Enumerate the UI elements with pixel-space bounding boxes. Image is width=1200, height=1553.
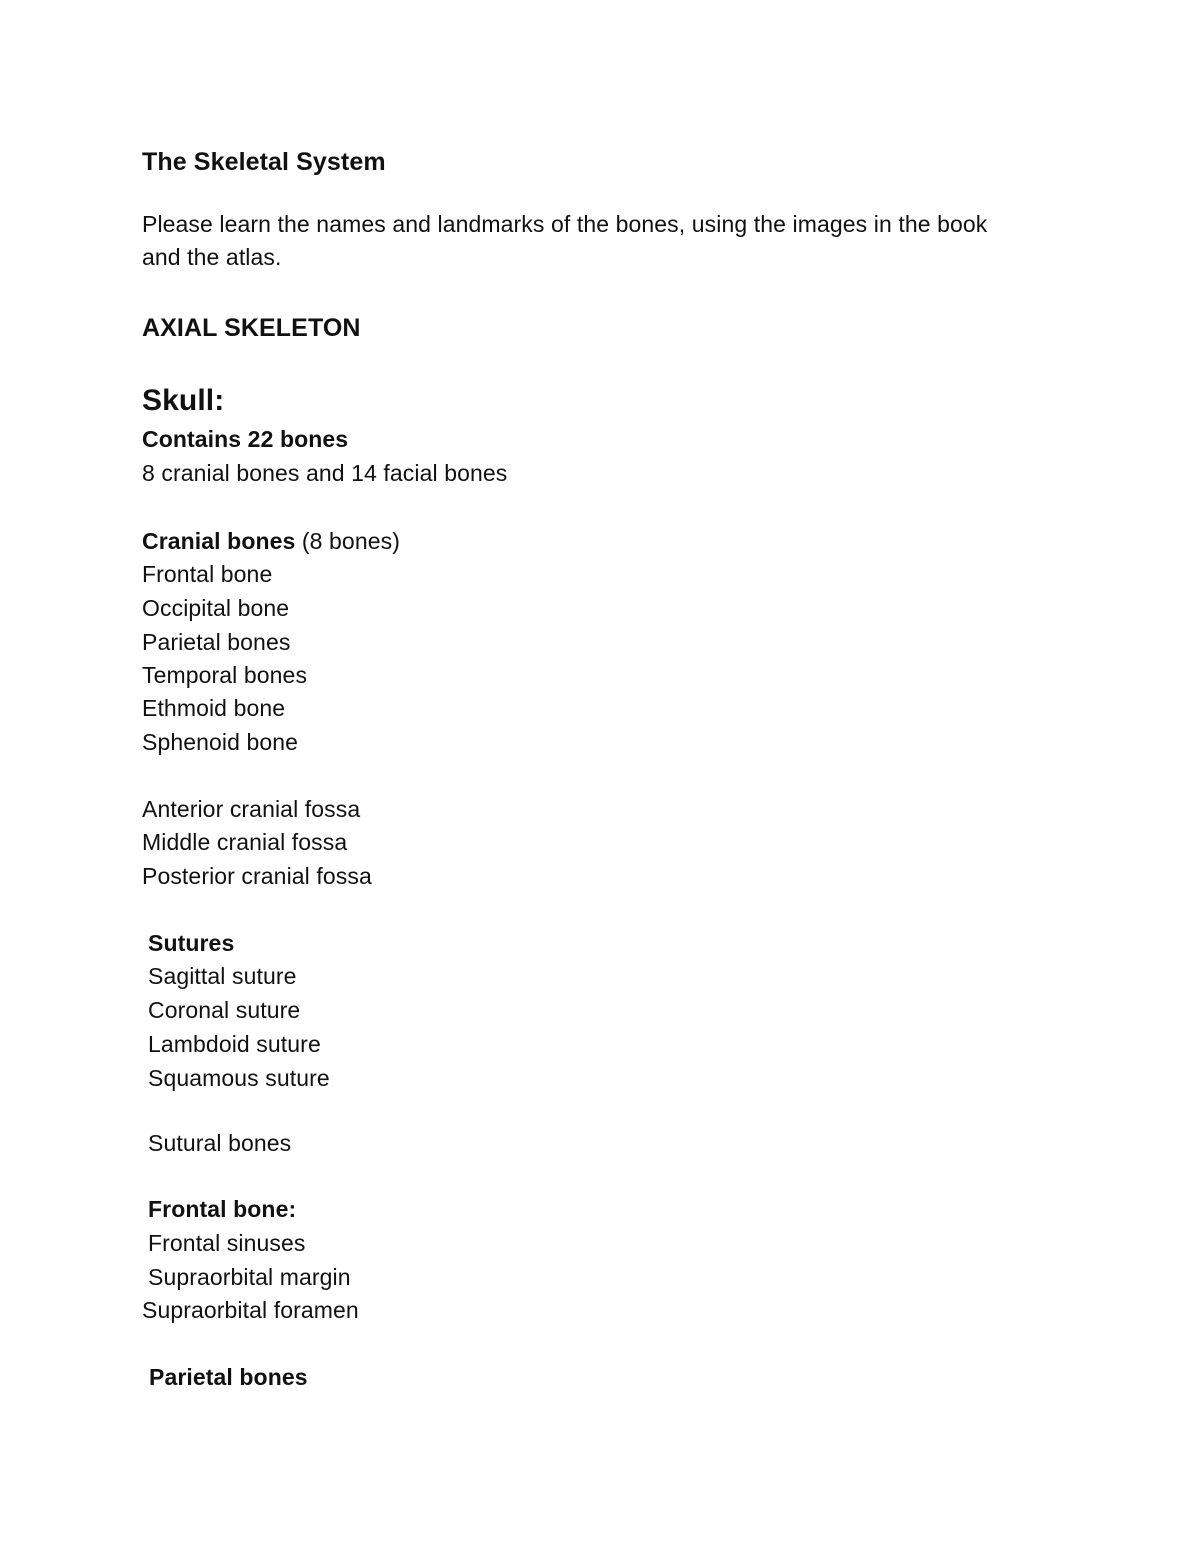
- frontal-bone-heading: Frontal bone:: [148, 1196, 297, 1222]
- list-item: Frontal sinuses: [148, 1230, 306, 1256]
- intro-line-1: Please learn the names and landmarks of the bones, using the images in the book: [142, 211, 988, 237]
- cranial-heading-count: (8 bones): [295, 528, 400, 554]
- list-item: Sphenoid bone: [142, 729, 299, 755]
- parietal-bones-heading: Parietal bones: [149, 1364, 308, 1390]
- skull-count: Contains 22 bones: [142, 426, 349, 452]
- list-item: Supraorbital margin: [148, 1264, 351, 1290]
- skull-heading: Skull:: [142, 384, 225, 417]
- list-item: Parietal bones: [142, 629, 291, 655]
- list-item: Ethmoid bone: [142, 695, 286, 721]
- list-item: Sagittal suture: [148, 963, 297, 989]
- list-item: Middle cranial fossa: [142, 829, 348, 855]
- list-item: Lambdoid suture: [148, 1031, 321, 1057]
- section-heading-axial: AXIAL SKELETON: [142, 314, 361, 342]
- document-title: The Skeletal System: [142, 148, 386, 176]
- sutural-bones: Sutural bones: [148, 1130, 292, 1156]
- list-item: Occipital bone: [142, 595, 290, 621]
- sutures-heading: Sutures: [148, 930, 235, 956]
- list-item: Temporal bones: [142, 662, 308, 688]
- list-item: Supraorbital foramen: [142, 1297, 359, 1323]
- cranial-heading-label: Cranial bones: [142, 528, 296, 554]
- list-item: Frontal bone: [142, 561, 273, 587]
- list-item: Squamous suture: [148, 1065, 330, 1091]
- intro-line-2: and the atlas.: [142, 244, 282, 270]
- cranial-heading: [142, 530, 400, 553]
- skull-breakdown: 8 cranial bones and 14 facial bones: [142, 460, 508, 486]
- list-item: Posterior cranial fossa: [142, 863, 372, 889]
- list-item: Anterior cranial fossa: [142, 796, 361, 822]
- list-item: Coronal suture: [148, 997, 301, 1023]
